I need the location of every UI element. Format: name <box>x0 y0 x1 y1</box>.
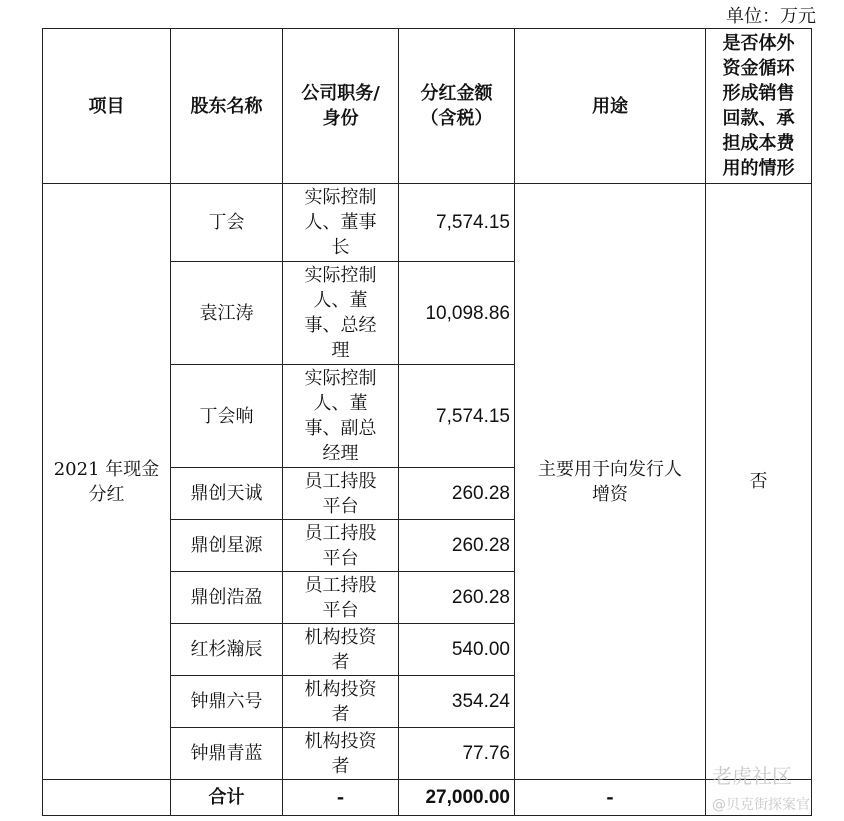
dividend-amount: 10,098.86 <box>399 262 515 365</box>
shareholder-name: 袁江涛 <box>171 262 283 365</box>
shareholder-role: 实际控制 人、董 事、副总 经理 <box>283 365 399 468</box>
shareholder-role: 实际控制 人、董事 长 <box>283 184 399 262</box>
dividend-amount: 260.28 <box>399 572 515 624</box>
dividend-amount: 260.28 <box>399 520 515 572</box>
item-cell: 2021 年现金 分红 <box>43 184 171 780</box>
total-role: - <box>283 780 399 816</box>
dividend-amount: 354.24 <box>399 676 515 728</box>
dividend-amount: 260.28 <box>399 468 515 520</box>
dividend-amount: 7,574.15 <box>399 184 515 262</box>
circular-funds-cell: 否 <box>706 184 812 780</box>
shareholder-name: 丁会响 <box>171 365 283 468</box>
total-amount: 27,000.00 <box>399 780 515 816</box>
shareholder-name: 鼎创天诚 <box>171 468 283 520</box>
dividend-amount: 540.00 <box>399 624 515 676</box>
purpose-cell: 主要用于向发行人 增资 <box>515 184 706 780</box>
shareholder-role: 员工持股 平台 <box>283 520 399 572</box>
header-item: 项目 <box>43 29 171 184</box>
shareholder-role: 员工持股 平台 <box>283 468 399 520</box>
shareholder-name: 红杉瀚辰 <box>171 624 283 676</box>
shareholder-role: 实际控制 人、董 事、总经 理 <box>283 262 399 365</box>
table-row <box>43 184 812 262</box>
header-shareholder: 股东名称 <box>171 29 283 184</box>
shareholder-role: 机构投资 者 <box>283 676 399 728</box>
total-blank <box>43 780 171 816</box>
header-purpose: 用途 <box>515 29 706 184</box>
shareholder-role: 机构投资 者 <box>283 624 399 676</box>
total-row <box>43 780 812 816</box>
header-circular-funds: 是否体外 资金循环 形成销售 回款、承 担成本费 用的情形 <box>706 29 812 184</box>
watermark-author: @贝克街探案官 <box>712 797 810 813</box>
shareholder-role: 机构投资 者 <box>283 728 399 780</box>
shareholder-name: 钟鼎青蓝 <box>171 728 283 780</box>
header-position: 公司职务/ 身份 <box>283 29 399 184</box>
total-label: 合计 <box>171 780 283 816</box>
shareholder-name: 钟鼎六号 <box>171 676 283 728</box>
shareholder-role: 员工持股 平台 <box>283 572 399 624</box>
dividend-amount: 77.76 <box>399 728 515 780</box>
dividend-table <box>42 28 812 816</box>
watermark-community: 老虎社区 <box>712 764 792 788</box>
dividend-amount: 7,574.15 <box>399 365 515 468</box>
header-dividend-amount: 分红金额 （含税） <box>399 29 515 184</box>
shareholder-name: 丁会 <box>171 184 283 262</box>
shareholder-name: 鼎创浩盈 <box>171 572 283 624</box>
shareholder-name: 鼎创星源 <box>171 520 283 572</box>
unit-label: 单位：万元 <box>726 6 816 27</box>
total-purpose: - <box>515 780 706 816</box>
header-row <box>43 29 812 184</box>
